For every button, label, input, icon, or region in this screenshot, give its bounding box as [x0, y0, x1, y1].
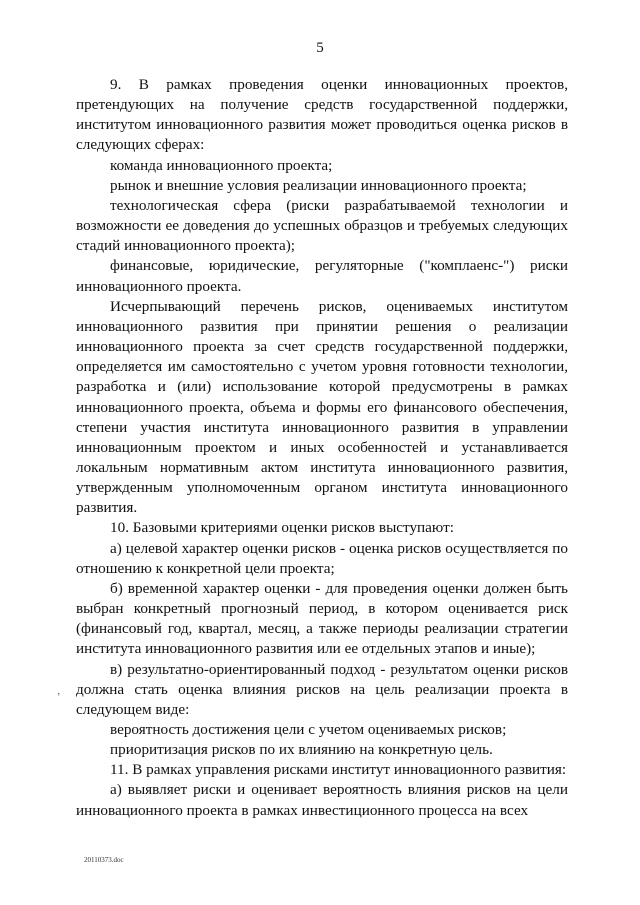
list-item-technology: технологическая сфера (риски разрабатываемой технологии и возможности ее доведения до успешных образцов и требуемых следующих стадий инновационного проекта); — [76, 196, 568, 255]
list-item-compliance: финансовые, юридические, регуляторные ("комплаенс-") риски инновационного проекта. — [76, 257, 568, 295]
list-item-probability: вероятность достижения цели с учетом оцениваемых рисков; — [110, 721, 507, 738]
criterion-a: а) целевой характер оценки рисков - оценка рисков осуществляется по отношению к конкретной цели проекта; — [76, 539, 568, 577]
paragraph-9: 9. В рамках проведения оценки инновационных проектов, претендующих на получение средств государственной поддержки, институтом инновационного развития может проводиться оценка рисков в следующих сферах: — [76, 76, 568, 154]
criterion-c: в) результатно-ориентированный подход - результатом оценки рисков должна стать оценка влияния рисков на цель реализации проекта в следующем виде: — [76, 660, 568, 718]
list-item-team: команда инновационного проекта; — [110, 156, 333, 174]
item-11a: а) выявляет риски и оценивает вероятность влияния рисков на цели инновационного проекта в рамках инвестиционного процесса на всех — [76, 781, 568, 819]
criterion-b: б) временной характер оценки - для проведения оценки должен быть выбран конкретный прогнозный период, в котором оценивается риск (финансовый год, квартал, месяц, а также периоды реализации стратегии института инновационного развития или ее отдельных этапов и иные); — [76, 579, 568, 658]
paragraph-exhaustive-list: Исчерпывающий перечень рисков, оцениваемых институтом инновационного развития при принятии решения о реализации инновационного проекта за счет средств государственной поддержки, определяется им самостоятельно с учетом уровня готовности технологии, разработка и (или) использование которой предусмотрены в рамках инновационного проекта, объема и формы его финансового обеспечения, степени участия института инновационного развития в управлении инновационным проектом и иных особенностей и устанавливается локальным нормативным актом института инновационного развития, утвержденным уполномоченным органом института инновационного развития. — [76, 297, 568, 517]
list-item-market: рынок и внешние условия реализации инновационного проекта; — [110, 176, 527, 194]
margin-mark: ʼ — [57, 692, 61, 703]
document-body — [76, 75, 568, 821]
list-item-prioritization: приоритизация рисков по их влиянию на конкретную цель. — [110, 741, 493, 759]
page-number: 5 — [316, 40, 324, 56]
paragraph-10: 10. Базовыми критериями оценки рисков выступают: — [110, 519, 454, 537]
footer-filename: 20110373.doc — [84, 856, 124, 864]
paragraph-11: 11. В рамках управления рисками институт инновационного развития: — [110, 761, 567, 779]
